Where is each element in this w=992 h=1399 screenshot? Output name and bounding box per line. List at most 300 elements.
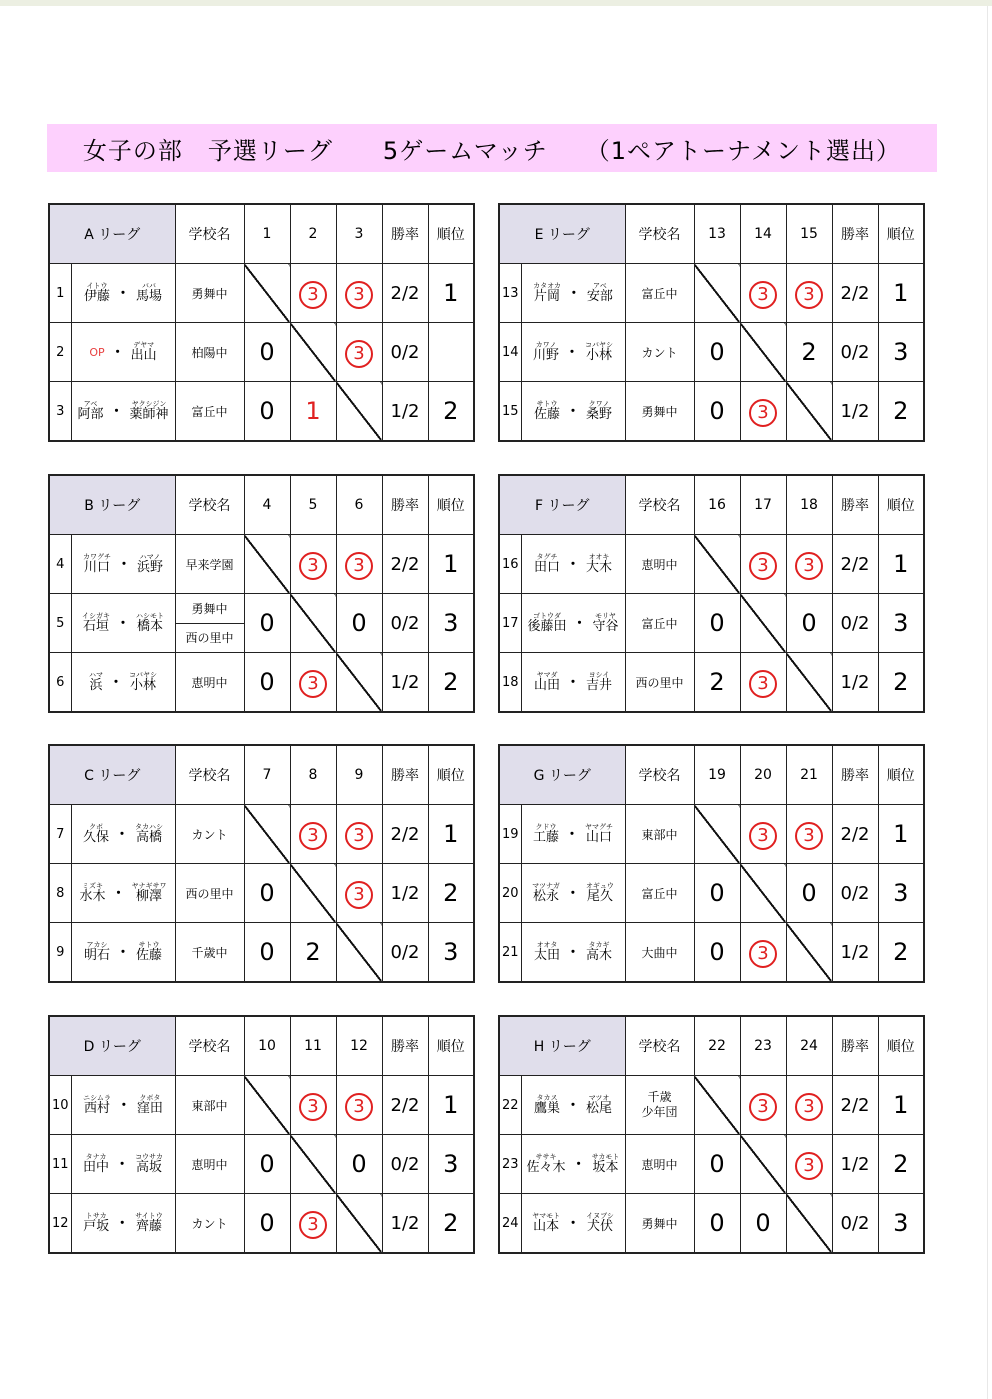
- pair-names-inner: [522, 1095, 625, 1115]
- win-rate: 1/2: [832, 1135, 878, 1194]
- win-rate: 2/2: [382, 535, 428, 594]
- player-furigana: ハマ: [89, 671, 104, 679]
- player: [79, 883, 105, 903]
- pair-row: [49, 535, 474, 594]
- pair-names-inner: [72, 1154, 175, 1174]
- win-circle: 3: [299, 1093, 327, 1121]
- pair-separator: ・: [109, 404, 124, 420]
- opponent-column-header: 7: [244, 745, 290, 805]
- school-name: 西の里中: [175, 864, 244, 923]
- player-name: 伊藤: [83, 289, 110, 304]
- player-furigana: ババ: [142, 282, 156, 290]
- pair-row: [499, 653, 924, 713]
- score-win: [740, 1076, 786, 1135]
- school-name-2: 西の里中: [185, 631, 234, 646]
- win-rate: 0/2: [382, 1135, 428, 1194]
- player: [82, 613, 110, 633]
- school-name: 西の里中: [625, 653, 694, 713]
- player-name: 高木: [586, 948, 613, 963]
- player-name: 浜野: [136, 560, 163, 575]
- player: [534, 401, 560, 421]
- player-furigana: モリヤ: [595, 612, 616, 620]
- pair-row: [499, 1194, 924, 1254]
- player-furigana: オオキ: [588, 553, 610, 561]
- win-rate: 0/2: [382, 323, 428, 382]
- school-name-1: 勇舞中: [176, 594, 244, 624]
- pair-separator: ・: [109, 675, 124, 691]
- win-rate: 0/2: [832, 323, 878, 382]
- win-circle: 3: [795, 1152, 823, 1180]
- score-win: [740, 653, 786, 713]
- score: 2: [290, 923, 336, 983]
- player-furigana: デヤマ: [133, 341, 155, 349]
- rank: 2: [428, 382, 474, 442]
- player: [131, 342, 157, 362]
- self-match-diagonal: [694, 264, 740, 323]
- pair-row: [499, 323, 924, 382]
- pair-names: [71, 864, 175, 923]
- pair-names: [71, 923, 175, 983]
- opponent-column-header: 6: [336, 475, 382, 535]
- player-furigana: タカハシ: [135, 823, 163, 831]
- win-circle: 3: [299, 1211, 327, 1239]
- player-name: 齊藤: [136, 1219, 163, 1234]
- player-name: 川口: [83, 560, 110, 575]
- player-name: 浜: [89, 678, 103, 693]
- player-name: 西村: [83, 1101, 110, 1116]
- pair-separator: ・: [115, 827, 129, 843]
- player: [84, 283, 110, 303]
- win-rate: 0/2: [382, 594, 428, 653]
- player-name: 後藤田: [527, 619, 567, 634]
- player-name: 阿部: [77, 407, 104, 422]
- rank-column-header: 順位: [878, 475, 924, 535]
- win-circle: 3: [749, 822, 777, 850]
- school-column-header: 学校名: [625, 1016, 694, 1076]
- rank: 2: [878, 1135, 924, 1194]
- pair-names-inner: [522, 1213, 625, 1233]
- pair-separator: ・: [566, 557, 580, 573]
- pair-number: 10: [49, 1076, 71, 1135]
- opponent-column-header: 18: [786, 475, 832, 535]
- player-furigana: ニシムラ: [83, 1094, 111, 1102]
- pair-names-inner: [522, 672, 625, 692]
- league-table-h: [498, 1015, 925, 1254]
- player: [137, 554, 163, 574]
- opponent-column-header: 19: [694, 745, 740, 805]
- pair-names-inner: [72, 672, 175, 692]
- self-match-diagonal: [336, 653, 382, 713]
- pair-row: [49, 923, 474, 983]
- win-rate: 1/2: [382, 653, 428, 713]
- pair-number: 3: [49, 382, 71, 442]
- rank: 3: [878, 1194, 924, 1254]
- score: 0: [694, 864, 740, 923]
- self-match-diagonal: [244, 535, 290, 594]
- rank: 3: [428, 923, 474, 983]
- self-match-diagonal: [336, 923, 382, 983]
- score-win: [336, 864, 382, 923]
- school-name: カント: [625, 323, 694, 382]
- score-win: [290, 535, 336, 594]
- school-column-header: 学校名: [175, 204, 244, 264]
- school-name: 恵明中: [175, 1135, 244, 1194]
- score-win: [336, 264, 382, 323]
- player-name: OP: [89, 345, 105, 359]
- pair-names-inner: [522, 942, 625, 962]
- school-name: 恵明中: [625, 1135, 694, 1194]
- score: 0: [786, 864, 832, 923]
- score: 0: [336, 594, 382, 653]
- pair-names-inner: [72, 1095, 175, 1115]
- school-column-header: 学校名: [625, 204, 694, 264]
- player-name: 守谷: [592, 619, 619, 634]
- opponent-column-header: 13: [694, 204, 740, 264]
- self-match-diagonal: [290, 1135, 336, 1194]
- pair-names-inner: [72, 613, 175, 633]
- opponent-column-header: 2: [290, 204, 336, 264]
- pair-names-inner: [72, 554, 175, 574]
- player-furigana: タカギ: [588, 941, 610, 949]
- pair-names: [521, 535, 625, 594]
- rank: 2: [428, 1194, 474, 1254]
- player-furigana: サカモト: [591, 1153, 620, 1161]
- pair-number: 20: [499, 864, 521, 923]
- player-furigana: イトウ: [86, 282, 108, 290]
- player-furigana: マツオ: [588, 1094, 610, 1102]
- league-table-e: [498, 203, 925, 442]
- pair-number: 16: [499, 535, 521, 594]
- win-rate-column-header: 勝率: [382, 1016, 428, 1076]
- pair-separator: ・: [566, 404, 580, 420]
- score-win: [290, 653, 336, 713]
- pair-names-inner: [72, 283, 175, 303]
- player-name: 明石: [83, 948, 110, 963]
- win-circle: 3: [299, 670, 327, 698]
- school-column-header: 学校名: [175, 475, 244, 535]
- rank: 3: [428, 594, 474, 653]
- pair-number: 21: [499, 923, 521, 983]
- player: [135, 824, 163, 844]
- player: [83, 1095, 111, 1115]
- player-name: 久保: [82, 830, 109, 845]
- player-furigana: オギュウ: [585, 882, 614, 890]
- win-circle: 3: [795, 281, 823, 309]
- pair-row: [499, 864, 924, 923]
- school-name: 東部中: [175, 1076, 244, 1135]
- win-circle: 3: [749, 399, 777, 427]
- player-name: 桑野: [586, 407, 613, 422]
- pair-names: [521, 653, 625, 713]
- player-name: 薬師神: [129, 407, 169, 422]
- player: [129, 672, 157, 692]
- pair-number: 19: [499, 805, 521, 864]
- pair-number: 15: [499, 382, 521, 442]
- score: 0: [694, 594, 740, 653]
- player-name: 大木: [586, 560, 613, 575]
- player: [592, 1154, 620, 1174]
- score-win: [290, 1076, 336, 1135]
- opponent-column-header: 14: [740, 204, 786, 264]
- pair-names-inner: [72, 824, 175, 844]
- win-rate: 1/2: [832, 923, 878, 983]
- player-name: 安部: [586, 289, 613, 304]
- pair-number: 1: [49, 264, 71, 323]
- player: [534, 1095, 560, 1115]
- opponent-column-header: 21: [786, 745, 832, 805]
- player-furigana: クワノ: [588, 400, 610, 408]
- rank: 3: [428, 1135, 474, 1194]
- pair-separator: ・: [566, 675, 580, 691]
- rank: 1: [878, 1076, 924, 1135]
- player-name: 戸坂: [83, 1219, 110, 1234]
- rank: 1: [878, 264, 924, 323]
- rank-column-header: 順位: [428, 1016, 474, 1076]
- win-circle: 3: [749, 940, 777, 968]
- school-column-header: 学校名: [175, 745, 244, 805]
- score-win: [786, 805, 832, 864]
- pair-separator: ・: [116, 1098, 131, 1114]
- win-rate-column-header: 勝率: [832, 1016, 878, 1076]
- player-furigana: クドウ: [535, 823, 557, 831]
- player: [534, 672, 560, 692]
- page-title: 女子の部 予選リーグ 5ゲームマッチ （1ペアトーナメント選出）: [82, 136, 902, 165]
- title-band: [47, 124, 937, 172]
- pair-row: [49, 864, 474, 923]
- score: 0: [740, 1194, 786, 1254]
- win-circle: 3: [345, 552, 373, 580]
- player-name: 鷹巣: [533, 1101, 560, 1116]
- pair-number: 9: [49, 923, 71, 983]
- player: [136, 613, 164, 633]
- player-furigana: クボ: [88, 823, 103, 831]
- score-win: [336, 323, 382, 382]
- pair-separator: ・: [111, 886, 126, 902]
- pair-separator: ・: [116, 616, 130, 632]
- rank: 2: [428, 864, 474, 923]
- league-name: B リーグ: [49, 475, 175, 535]
- pair-number: 4: [49, 535, 71, 594]
- opponent-column-header: 3: [336, 204, 382, 264]
- school-name: 富丘中: [175, 382, 244, 442]
- player-name: 片岡: [533, 289, 560, 304]
- win-rate: 1/2: [832, 653, 878, 713]
- score: 1: [290, 382, 336, 442]
- player: [585, 824, 613, 844]
- score: 0: [244, 323, 290, 382]
- pair-number: 8: [49, 864, 71, 923]
- league-header-row: [499, 204, 924, 264]
- pair-row: [49, 1076, 474, 1135]
- win-rate: 2/2: [832, 805, 878, 864]
- pair-row: [499, 535, 924, 594]
- player: [586, 554, 612, 574]
- score-win: [786, 1135, 832, 1194]
- top-strip: [0, 0, 992, 6]
- score-win: [786, 1076, 832, 1135]
- player: [585, 342, 613, 362]
- player-name: 橋本: [136, 619, 163, 634]
- pair-row: [499, 1076, 924, 1135]
- self-match-diagonal: [290, 864, 336, 923]
- pair-separator: ・: [115, 1157, 130, 1173]
- win-rate: 2/2: [832, 264, 878, 323]
- score-win: [336, 1076, 382, 1135]
- opponent-column-header: 16: [694, 475, 740, 535]
- school-name: [175, 594, 244, 653]
- school-name: 富丘中: [625, 864, 694, 923]
- player-name: 吉井: [586, 678, 613, 693]
- pair-row: [49, 594, 474, 653]
- school-name: 勇舞中: [625, 382, 694, 442]
- score: 0: [336, 1135, 382, 1194]
- player-name: 佐藤: [533, 407, 560, 422]
- rank: 2: [878, 382, 924, 442]
- score-win: [336, 535, 382, 594]
- player: [130, 401, 169, 421]
- school-name: 勇舞中: [625, 1194, 694, 1254]
- pair-row: [499, 594, 924, 653]
- rank: [428, 323, 474, 382]
- rank: 3: [878, 323, 924, 382]
- rank: 1: [428, 264, 474, 323]
- rank: 3: [878, 864, 924, 923]
- player-name: 山口: [585, 830, 612, 845]
- rank: 1: [878, 805, 924, 864]
- rank-column-header: 順位: [428, 745, 474, 805]
- rank-column-header: 順位: [878, 745, 924, 805]
- player-furigana: アカシ: [86, 941, 108, 949]
- self-match-diagonal: [244, 264, 290, 323]
- player-furigana: ハシモト: [136, 612, 164, 620]
- pair-names-inner: [522, 342, 625, 362]
- player-name: 窪田: [136, 1101, 163, 1116]
- score-win: [290, 264, 336, 323]
- player-furigana: ヨシイ: [588, 671, 610, 679]
- win-circle: 3: [299, 552, 327, 580]
- win-circle: 3: [299, 281, 327, 309]
- win-rate: 0/2: [832, 594, 878, 653]
- player-furigana: ミズキ: [81, 882, 103, 890]
- player-name: 出山: [130, 348, 157, 363]
- rank-column-header: 順位: [878, 204, 924, 264]
- league-table-d: [48, 1015, 475, 1254]
- score-win: [740, 264, 786, 323]
- school-name: 早来学園: [175, 535, 244, 594]
- league-header-row: [49, 1016, 474, 1076]
- page-edge-line: [987, 6, 988, 1399]
- pair-names: [521, 864, 625, 923]
- pair-number: 5: [49, 594, 71, 653]
- score: 0: [694, 382, 740, 442]
- pair-number: 18: [499, 653, 521, 713]
- pair-row: [49, 805, 474, 864]
- score: 0: [244, 594, 290, 653]
- opponent-column-header: 20: [740, 745, 786, 805]
- win-rate: 2/2: [832, 1076, 878, 1135]
- win-circle: 3: [749, 670, 777, 698]
- score: 0: [244, 653, 290, 713]
- pair-names: [521, 1076, 625, 1135]
- player: [136, 283, 162, 303]
- win-rate-column-header: 勝率: [832, 204, 878, 264]
- pair-names: [71, 264, 175, 323]
- player-furigana: カワグチ: [82, 553, 111, 561]
- pair-row: [499, 382, 924, 442]
- player-name: 小林: [585, 348, 612, 363]
- pair-number: 24: [499, 1194, 521, 1254]
- opponent-column-header: 17: [740, 475, 786, 535]
- win-circle: 3: [795, 822, 823, 850]
- player: [586, 1095, 612, 1115]
- score: 0: [786, 594, 832, 653]
- pair-names-inner: [72, 342, 175, 362]
- score-win: [786, 264, 832, 323]
- self-match-diagonal: [290, 323, 336, 382]
- pair-number: 14: [499, 323, 521, 382]
- opponent-column-header: 8: [290, 745, 336, 805]
- player: [527, 1154, 566, 1174]
- player: [533, 824, 559, 844]
- self-match-diagonal: [336, 1194, 382, 1254]
- player: [89, 347, 104, 358]
- player-furigana: ヤナギサワ: [131, 882, 167, 890]
- pair-names: [521, 323, 625, 382]
- player: [586, 672, 612, 692]
- rank: 1: [428, 805, 474, 864]
- self-match-diagonal: [786, 653, 832, 713]
- opponent-column-header: 24: [786, 1016, 832, 1076]
- player: [586, 942, 612, 962]
- score: 0: [244, 1194, 290, 1254]
- player: [135, 1154, 163, 1174]
- pair-separator: ・: [116, 557, 131, 573]
- opponent-column-header: 4: [244, 475, 290, 535]
- player-furigana: オオタ: [536, 941, 558, 949]
- player-furigana: カワノ: [535, 341, 557, 349]
- pair-separator: ・: [565, 886, 580, 902]
- league-name: G リーグ: [499, 745, 625, 805]
- school-name: カント: [175, 1194, 244, 1254]
- self-match-diagonal: [694, 1076, 740, 1135]
- win-rate: 2/2: [382, 264, 428, 323]
- player-name: 工藤: [532, 830, 559, 845]
- player-furigana: タカス: [536, 1094, 558, 1102]
- player: [527, 613, 566, 633]
- win-circle: 3: [345, 822, 373, 850]
- rank: 1: [878, 535, 924, 594]
- opponent-column-header: 9: [336, 745, 382, 805]
- rank-column-header: 順位: [428, 204, 474, 264]
- score: 0: [694, 323, 740, 382]
- player: [586, 1213, 614, 1233]
- pair-row: [49, 1194, 474, 1254]
- pair-number: 7: [49, 805, 71, 864]
- player-name: 高坂: [135, 1160, 162, 1175]
- school-name: カント: [175, 805, 244, 864]
- win-circle: 3: [345, 1093, 373, 1121]
- opponent-column-header: 23: [740, 1016, 786, 1076]
- school-name: 富丘中: [625, 264, 694, 323]
- win-rate: 0/2: [832, 1194, 878, 1254]
- pair-row: [49, 1135, 474, 1194]
- league-header-row: [499, 1016, 924, 1076]
- opponent-column-header: 1: [244, 204, 290, 264]
- league-name: E リーグ: [499, 204, 625, 264]
- player: [587, 283, 613, 303]
- player-furigana: コバヤシ: [585, 341, 613, 349]
- player: [132, 883, 167, 903]
